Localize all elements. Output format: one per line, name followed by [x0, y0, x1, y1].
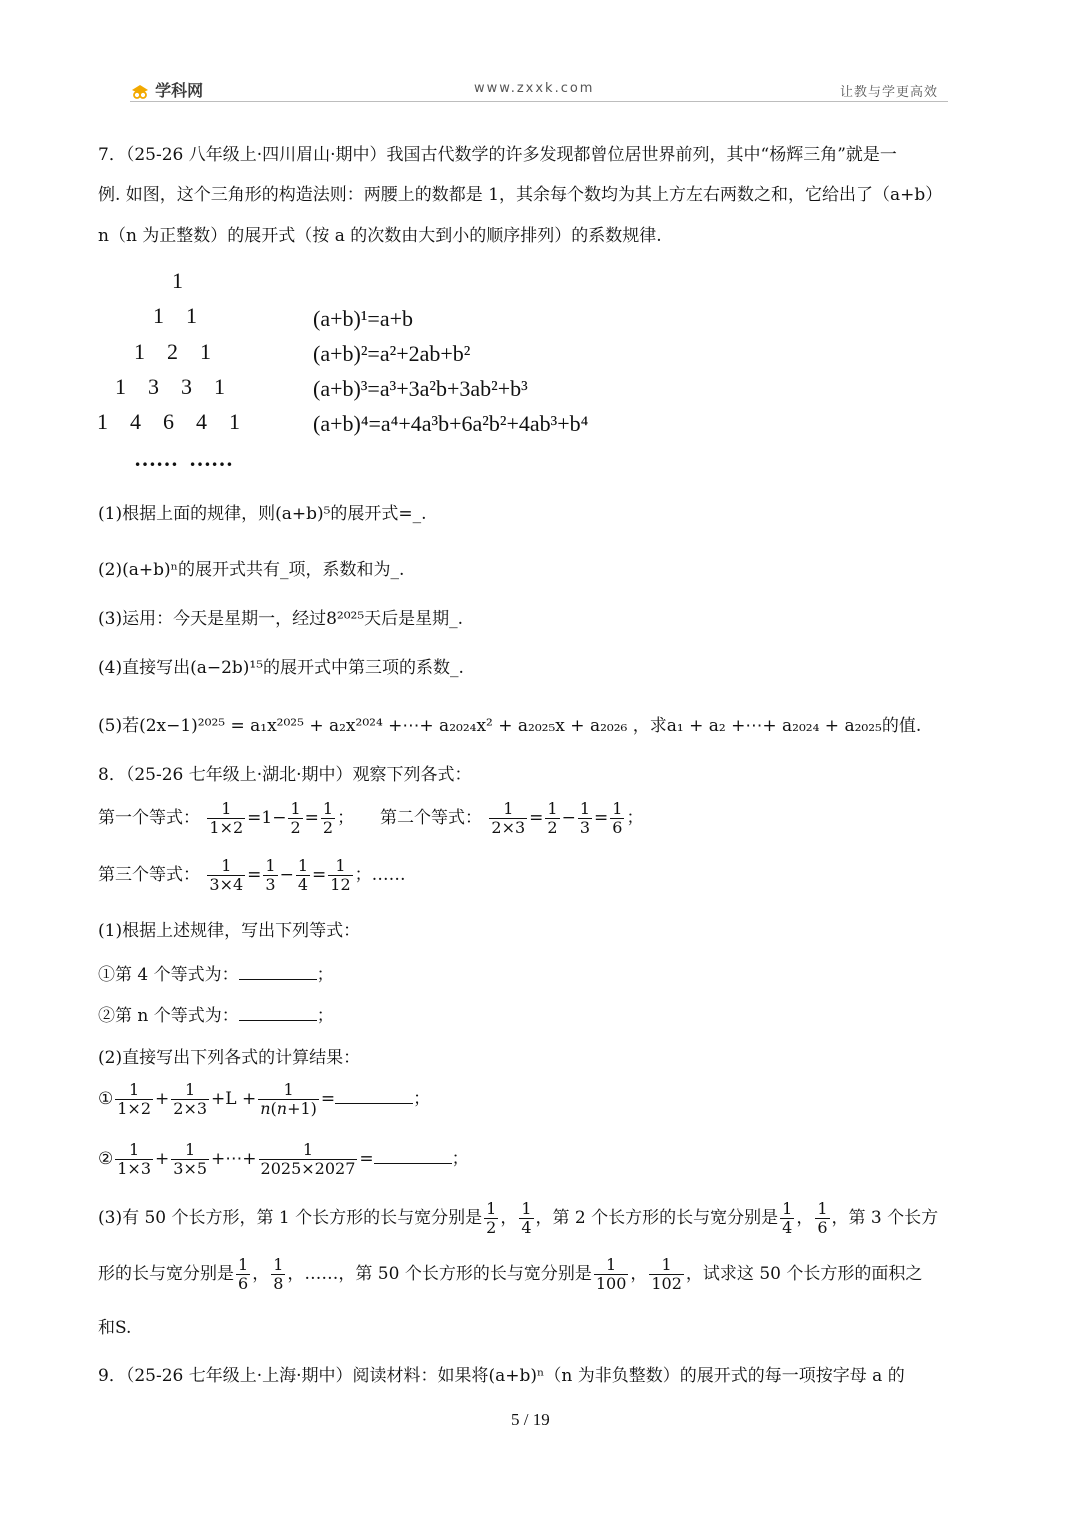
fraction: $\frac{1}{2025\times 2027}$ — [260, 1140, 356, 1178]
fraction: $\frac{1}{12}$ — [330, 856, 351, 894]
fraction: $\frac{1}{2}$ — [290, 799, 301, 837]
q8-part-3-line1: (3)有 50 个长方形，第 1 个长方形的长与宽分别是 $\frac{1}{2}$ ， $\frac{1}{4}$ ，第 2 个长方形的长与宽分别是 $\frac{1}{4}$ ， $\frac{1}{6}$ ，第 3 个长方 — [98, 1199, 939, 1237]
q8-p3-text-2: ，第 2 个长方形的长与宽分别是 — [535, 1208, 779, 1228]
q8-part-1a: ①第 4 个等式为： ； — [98, 965, 334, 985]
fraction: $\frac{1}{2}$ — [547, 799, 558, 837]
q8-part-2: (2)直接写出下列各式的计算结果： — [98, 1048, 361, 1068]
q7-line2: 例. 如图，这个三角形的构造法则：两腰上的数都是 1，其余每个数均为其上方左右两数之和，它给出了（a+b） — [98, 185, 943, 205]
q8-eq2-label: 第二个等式： — [380, 808, 482, 828]
q7-sub-2: (2)(a+b)ⁿ的展开式共有_项，系数和为_. — [98, 560, 405, 580]
fraction: $\frac{1}{3}$ — [579, 799, 591, 837]
answer-blank[interactable] — [374, 1149, 452, 1164]
answer-blank[interactable] — [335, 1089, 413, 1104]
q8-p3-text-5: ，……，第 50 个长方形的长与宽分别是 — [287, 1264, 592, 1284]
triangle-row-6: …… …… — [134, 446, 233, 471]
header-url: www.zxxk.com — [474, 81, 595, 96]
q7-sub-3: (3)运用：今天是星期一，经过8²⁰²⁵天后是星期_. — [98, 609, 464, 629]
q7-line1: 7．（25-26 八年级上·四川眉山·期中）我国古代数学的许多发现都曾位居世界前列，其中“杨辉三角”就是一 — [98, 145, 897, 165]
q8-part-1a-text: ①第 4 个等式为： — [98, 965, 239, 985]
fraction: $\frac{1}{8}$ — [273, 1255, 284, 1293]
q8-part-3-line3: 和S. — [98, 1318, 132, 1338]
fraction: $\frac{1}{2}$ — [322, 799, 334, 837]
answer-blank[interactable] — [239, 1006, 317, 1021]
q7-sub-5: (5)若(2x−1)²⁰²⁵ = a₁x²⁰²⁵ + a₂x²⁰²⁴ +⋯+ a₂₀₂₄x² + a₂₀₂₅x + a₂₀₂₆ ，求a₁ + a₂ +⋯+ a₂₀₂₄ + a₂₀₂₅的值. — [98, 716, 922, 736]
fraction: $\frac{1}{6}$ — [817, 1199, 828, 1237]
expansion-4: (a+b)⁴=a⁴+4a³b+6a²b²+4ab³+b⁴ — [313, 411, 589, 436]
fraction: $\frac{1}{3\times 5}$ — [173, 1140, 208, 1178]
q8-ellipsis: ；…… — [354, 865, 406, 885]
triangle-row-5: 1 4 6 4 1 — [97, 409, 240, 434]
q8-part-1: (1)根据上述规律，写出下列等式： — [98, 921, 361, 941]
fraction: $\frac{1}{2\times 3}$ — [173, 1080, 208, 1118]
q8-part-3-line2: 形的长与宽分别是 $\frac{1}{6}$ ， $\frac{1}{8}$ ，……，第 50 个长方形的长与宽分别是 $\frac{1}{100}$ ， $\frac{1}{102}$ ，试求这 50 个长方形的面积之 — [98, 1255, 923, 1293]
fraction: $\frac{1}{4}$ — [782, 1199, 793, 1237]
q8-eq-2: 第二个等式： $\frac{1}{2\times 3}$ = $\frac{1}{2}$ − $\frac{1}{3}$ = $\frac{1}{6}$ ； — [380, 799, 644, 837]
expansion-1: (a+b)¹=a+b — [313, 306, 413, 331]
q7-sub-1: (1)根据上面的规律，则(a+b)⁵的展开式=_. — [98, 504, 427, 524]
page-number: 5 / 19 — [511, 1410, 550, 1429]
expansion-3: (a+b)³=a³+3a²b+3ab²+b³ — [313, 376, 528, 401]
fraction: $\frac{1}{102}$ — [651, 1255, 682, 1293]
logo-text: 学科网 — [155, 81, 204, 100]
q8-p3-text-4: 形的长与宽分别是 — [98, 1264, 234, 1284]
fraction: $\frac{1}{3\times 4}$ — [209, 856, 244, 894]
fraction: $\frac{1}{2}$ — [486, 1199, 497, 1237]
q8-p3-text-3: ，第 3 个长方 — [831, 1208, 939, 1228]
fraction: $\frac{1}{6}$ — [238, 1255, 249, 1293]
fraction: $\frac{1}{1\times 2}$ — [209, 799, 244, 837]
q8-p3-text-6: ，试求这 50 个长方形的面积之 — [685, 1264, 923, 1284]
q8-sum-1: ① $\frac{1}{1\times 2}$ + $\frac{1}{2\times 3}$ +L + $\frac{1}{n(n+1)}$ = ； — [98, 1080, 431, 1118]
fraction: $\frac{1}{4}$ — [521, 1199, 532, 1237]
fraction: $\frac{1}{1\times 2}$ — [117, 1080, 152, 1118]
q8-eq-3: 第三个等式： $\frac{1}{3\times 4}$ = $\frac{1}{3}$ − $\frac{1}{4}$ = $\frac{1}{12}$ ；…… — [98, 856, 406, 894]
fraction: $\frac{1}{1\times 3}$ — [117, 1140, 152, 1178]
fraction: $\frac{1}{6}$ — [612, 799, 623, 837]
fraction: $\frac{1}{2\times 3}$ — [491, 799, 526, 837]
q8-sum-2: ② $\frac{1}{1\times 3}$ + $\frac{1}{3\times 5}$ +⋯+ $\frac{1}{2025\times 2027}$ = ； — [98, 1140, 469, 1178]
header-slogan: 让教与学更高效 — [840, 85, 939, 100]
triangle-row-2: 1 1 — [153, 303, 197, 328]
q8-p3-text-1: (3)有 50 个长方形，第 1 个长方形的长与宽分别是 — [98, 1208, 483, 1228]
logo-icon — [130, 83, 150, 101]
q8-part-1b-text: ②第 n 个等式为： — [98, 1006, 239, 1026]
q8-eq-1: 第一个等式： $\frac{1}{1\times 2}$ =1− $\frac{1}{2}$ = $\frac{1}{2}$ ； — [98, 799, 355, 837]
q8-eq1-label: 第一个等式： — [98, 808, 200, 828]
triangle-row-3: 1 2 1 — [134, 339, 211, 364]
fraction: $\frac{1}{3}$ — [265, 856, 276, 894]
fraction: $\frac{1}{4}$ — [297, 856, 309, 894]
q7-sub-4: (4)直接写出(a−2b)¹⁵的展开式中第三项的系数_. — [98, 658, 464, 678]
logo — [130, 78, 203, 100]
fraction: $\frac{1}{n(n+1)}$ — [260, 1080, 317, 1118]
q8-part-1b: ②第 n 个等式为： ； — [98, 1006, 334, 1026]
q7-line3: n（n 为正整数）的展开式（按 a 的次数由大到小的顺序排列）的系数规律. — [98, 226, 662, 246]
answer-blank[interactable] — [239, 965, 317, 980]
q9-text: 9．（25-26 七年级上·上海·期中）阅读材料：如果将(a+b)ⁿ（n 为非负整数）的展开式的每一项按字母 a 的 — [98, 1366, 905, 1386]
expansion-2: (a+b)²=a²+2ab+b² — [313, 341, 471, 366]
triangle-row-4: 1 3 3 1 — [115, 374, 225, 399]
fraction: $\frac{1}{100}$ — [595, 1255, 627, 1293]
q8-intro: 8．（25-26 七年级上·湖北·期中）观察下列各式： — [98, 765, 472, 785]
q8-eq3-label: 第三个等式： — [98, 865, 200, 885]
header-rule — [130, 101, 948, 102]
triangle-row-1: 1 — [172, 268, 183, 293]
